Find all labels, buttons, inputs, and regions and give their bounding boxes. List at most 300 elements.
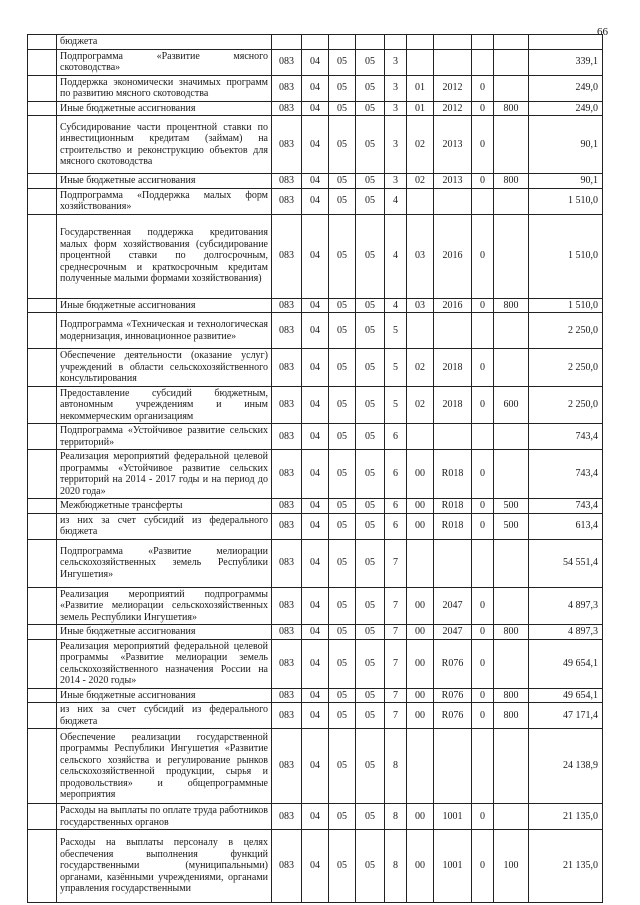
code-cell-g: 083 [272, 804, 302, 830]
row-amount: 743,4 [529, 424, 603, 450]
code-cell-t2: 3 [385, 101, 407, 116]
code-cell-t5: 0 [472, 513, 494, 539]
code-cell-t3: 02 [407, 386, 434, 424]
blank-cell [28, 298, 57, 313]
code-cell-p: 05 [329, 450, 356, 499]
code-cell-t5: 0 [472, 386, 494, 424]
code-cell-r: 04 [302, 830, 329, 903]
code-cell-p: 05 [329, 101, 356, 116]
row-description: Предоставление субсидий бюджетным, автономным учреждениям и иным некоммерческим организациям [57, 386, 272, 424]
code-cell-g: 083 [272, 174, 302, 189]
code-cell-t3: 00 [407, 703, 434, 729]
code-cell-t1: 05 [356, 49, 385, 75]
blank-cell [28, 729, 57, 804]
code-cell-t1: 05 [356, 499, 385, 514]
row-description: Подпрограмма «Устойчивое развитие сельских территорий» [57, 424, 272, 450]
code-cell-vr [494, 424, 529, 450]
row-amount: 49 654,1 [529, 639, 603, 688]
code-cell-p: 05 [329, 188, 356, 214]
code-cell-t5: 0 [472, 639, 494, 688]
code-cell-t5 [472, 49, 494, 75]
code-cell-t2: 4 [385, 298, 407, 313]
code-cell-g: 083 [272, 513, 302, 539]
code-cell-vr: 800 [494, 688, 529, 703]
code-cell-t1: 05 [356, 587, 385, 625]
code-cell-t5: 0 [472, 349, 494, 387]
code-cell-t1: 05 [356, 116, 385, 174]
code-cell-t3: 00 [407, 499, 434, 514]
blank-cell [28, 313, 57, 349]
code-cell-g: 083 [272, 349, 302, 387]
row-amount: 743,4 [529, 499, 603, 514]
code-cell-r: 04 [302, 188, 329, 214]
code-cell-p: 05 [329, 830, 356, 903]
code-cell-t3: 02 [407, 349, 434, 387]
row-description: Подпрограмма «Развитие мясного скотоводства» [57, 49, 272, 75]
code-cell-t5: 0 [472, 214, 494, 298]
code-cell-r: 04 [302, 587, 329, 625]
code-cell-t2: 5 [385, 386, 407, 424]
code-cell-g: 083 [272, 688, 302, 703]
blank-cell [28, 101, 57, 116]
code-cell-t3: 00 [407, 450, 434, 499]
row-amount: 24 138,9 [529, 729, 603, 804]
code-cell-t2: 7 [385, 587, 407, 625]
code-cell-r: 04 [302, 313, 329, 349]
code-cell-t2: 6 [385, 450, 407, 499]
code-cell-vr [494, 188, 529, 214]
table-row [28, 729, 603, 804]
row-description: Обеспечение деятельности (оказание услуг) учреждений в области сельскохозяйственного консультирования [57, 349, 272, 387]
code-cell-p: 05 [329, 214, 356, 298]
row-amount: 4 897,3 [529, 587, 603, 625]
code-cell-g [272, 35, 302, 50]
code-cell-t3: 00 [407, 830, 434, 903]
blank-cell [28, 214, 57, 298]
code-cell-t5 [472, 313, 494, 349]
code-cell-t1: 05 [356, 729, 385, 804]
table-row [28, 539, 603, 587]
code-cell-g: 083 [272, 101, 302, 116]
code-cell-g: 083 [272, 75, 302, 101]
code-cell-t4: 1001 [434, 830, 472, 903]
blank-cell [28, 174, 57, 189]
code-cell-r: 04 [302, 688, 329, 703]
code-cell-t3: 01 [407, 75, 434, 101]
code-cell-t2: 7 [385, 539, 407, 587]
table-row [28, 703, 603, 729]
row-amount: 249,0 [529, 101, 603, 116]
table-row [28, 49, 603, 75]
code-cell-r: 04 [302, 539, 329, 587]
code-cell-t4: R018 [434, 513, 472, 539]
row-amount: 49 654,1 [529, 688, 603, 703]
row-description: Субсидирование части процентной ставки по инвестиционным кредитам (займам) на строительство и реконструкцию объектов для мясного скотоводства [57, 116, 272, 174]
table-row [28, 386, 603, 424]
row-amount: 4 897,3 [529, 625, 603, 640]
code-cell-t1: 05 [356, 174, 385, 189]
code-cell-t3 [407, 424, 434, 450]
code-cell-g: 083 [272, 830, 302, 903]
code-cell-t3: 00 [407, 804, 434, 830]
code-cell-vr: 800 [494, 625, 529, 640]
code-cell-t2: 7 [385, 688, 407, 703]
code-cell-p [329, 35, 356, 50]
code-cell-t4: 2012 [434, 101, 472, 116]
code-cell-t4 [434, 424, 472, 450]
row-amount: 1 510,0 [529, 188, 603, 214]
code-cell-t1: 05 [356, 830, 385, 903]
code-cell-t5: 0 [472, 587, 494, 625]
row-description: Иные бюджетные ассигнования [57, 174, 272, 189]
table-row [28, 313, 603, 349]
code-cell-t4 [434, 539, 472, 587]
code-cell-t3: 02 [407, 116, 434, 174]
code-cell-vr [494, 35, 529, 50]
code-cell-vr [494, 313, 529, 349]
code-cell-t1: 05 [356, 75, 385, 101]
code-cell-t1: 05 [356, 214, 385, 298]
code-cell-t4: 2013 [434, 116, 472, 174]
blank-cell [28, 804, 57, 830]
row-amount: 21 135,0 [529, 830, 603, 903]
blank-cell [28, 450, 57, 499]
code-cell-t1: 05 [356, 639, 385, 688]
code-cell-t5: 0 [472, 804, 494, 830]
code-cell-r: 04 [302, 703, 329, 729]
budget-table [27, 34, 603, 903]
code-cell-r: 04 [302, 639, 329, 688]
code-cell-t3 [407, 35, 434, 50]
blank-cell [28, 424, 57, 450]
code-cell-t3 [407, 49, 434, 75]
code-cell-t5 [472, 35, 494, 50]
code-cell-t3: 00 [407, 639, 434, 688]
table-row [28, 424, 603, 450]
row-amount: 613,4 [529, 513, 603, 539]
code-cell-t4: 2016 [434, 214, 472, 298]
code-cell-t5 [472, 729, 494, 804]
code-cell-t2: 6 [385, 499, 407, 514]
code-cell-vr: 800 [494, 703, 529, 729]
code-cell-p: 05 [329, 49, 356, 75]
code-cell-vr [494, 49, 529, 75]
row-description: Поддержка экономически значимых программ по развитию мясного скотоводства [57, 75, 272, 101]
code-cell-t3 [407, 188, 434, 214]
blank-cell [28, 35, 57, 50]
row-amount: 90,1 [529, 174, 603, 189]
code-cell-t4 [434, 313, 472, 349]
code-cell-t3: 03 [407, 298, 434, 313]
code-cell-t3: 00 [407, 513, 434, 539]
code-cell-r: 04 [302, 101, 329, 116]
code-cell-r: 04 [302, 513, 329, 539]
code-cell-t3: 00 [407, 587, 434, 625]
table-row [28, 116, 603, 174]
code-cell-vr: 500 [494, 513, 529, 539]
code-cell-t1: 05 [356, 513, 385, 539]
code-cell-p: 05 [329, 386, 356, 424]
code-cell-t5 [472, 539, 494, 587]
table-row [28, 499, 603, 514]
code-cell-r [302, 35, 329, 50]
code-cell-g: 083 [272, 313, 302, 349]
code-cell-vr: 500 [494, 499, 529, 514]
code-cell-t5 [472, 424, 494, 450]
code-cell-g: 083 [272, 703, 302, 729]
code-cell-t5: 0 [472, 75, 494, 101]
code-cell-g: 083 [272, 450, 302, 499]
code-cell-vr [494, 639, 529, 688]
row-description: Иные бюджетные ассигнования [57, 625, 272, 640]
table-row [28, 174, 603, 189]
code-cell-vr [494, 804, 529, 830]
code-cell-t5: 0 [472, 688, 494, 703]
row-description: Расходы на выплаты по оплате труда работников государственных органов [57, 804, 272, 830]
code-cell-g: 083 [272, 729, 302, 804]
table-row [28, 349, 603, 387]
code-cell-t4: R018 [434, 450, 472, 499]
row-description: Иные бюджетные ассигнования [57, 298, 272, 313]
code-cell-p: 05 [329, 313, 356, 349]
code-cell-t5: 0 [472, 116, 494, 174]
code-cell-g: 083 [272, 587, 302, 625]
code-cell-vr: 800 [494, 101, 529, 116]
code-cell-t4: 2013 [434, 174, 472, 189]
code-cell-t3 [407, 313, 434, 349]
table-row [28, 688, 603, 703]
table-row [28, 830, 603, 903]
code-cell-r: 04 [302, 386, 329, 424]
code-cell-t2: 4 [385, 214, 407, 298]
code-cell-vr: 600 [494, 386, 529, 424]
blank-cell [28, 49, 57, 75]
blank-cell [28, 386, 57, 424]
code-cell-t3: 03 [407, 214, 434, 298]
row-description: Реализация мероприятий подпрограммы «Развитие мелиорации сельскохозяйственных земель Республики Ингушетия» [57, 587, 272, 625]
blank-cell [28, 188, 57, 214]
row-amount: 2 250,0 [529, 313, 603, 349]
table-row [28, 75, 603, 101]
code-cell-t4: 2012 [434, 75, 472, 101]
row-amount [529, 35, 603, 50]
code-cell-t1: 05 [356, 188, 385, 214]
code-cell-g: 083 [272, 499, 302, 514]
row-description: Расходы на выплаты персоналу в целях обеспечения выполнения функций государственными (муниципальными) органами, казёнными учреждениями, органами управления государственными [57, 830, 272, 903]
row-description: Межбюджетные трансферты [57, 499, 272, 514]
table-row [28, 35, 603, 50]
code-cell-t2: 3 [385, 116, 407, 174]
code-cell-t1: 05 [356, 703, 385, 729]
blank-cell [28, 513, 57, 539]
code-cell-g: 083 [272, 625, 302, 640]
table-row [28, 639, 603, 688]
code-cell-t3: 00 [407, 625, 434, 640]
code-cell-t2: 3 [385, 174, 407, 189]
code-cell-t2: 4 [385, 188, 407, 214]
row-description: Государственная поддержка кредитования малых форм хозяйствования (субсидирование процентной ставки по долгосрочным, среднесрочным и краткосрочным кредитам полученные малыми формами хозяйствования) [57, 214, 272, 298]
code-cell-r: 04 [302, 804, 329, 830]
code-cell-t5: 0 [472, 298, 494, 313]
page-number: 66 [597, 26, 608, 38]
blank-cell [28, 639, 57, 688]
code-cell-t4: 2047 [434, 625, 472, 640]
row-amount: 1 510,0 [529, 298, 603, 313]
code-cell-t3: 02 [407, 174, 434, 189]
code-cell-p: 05 [329, 639, 356, 688]
row-amount: 47 171,4 [529, 703, 603, 729]
row-amount: 90,1 [529, 116, 603, 174]
row-description: Подпрограмма «Развитие мелиорации сельскохозяйственных земель Республики Ингушетия» [57, 539, 272, 587]
code-cell-t5 [472, 188, 494, 214]
code-cell-t4: R076 [434, 688, 472, 703]
code-cell-t4: R018 [434, 499, 472, 514]
code-cell-t2: 7 [385, 625, 407, 640]
code-cell-p: 05 [329, 349, 356, 387]
row-description: Реализация мероприятий федеральной целевой программы «Развитие мелиорации земель сельскохозяйственного назначения России на 2014 - 2020 годы» [57, 639, 272, 688]
code-cell-vr: 800 [494, 174, 529, 189]
code-cell-t5: 0 [472, 174, 494, 189]
blank-cell [28, 116, 57, 174]
code-cell-t5: 0 [472, 830, 494, 903]
code-cell-t2: 5 [385, 349, 407, 387]
code-cell-t4: R076 [434, 703, 472, 729]
code-cell-p: 05 [329, 116, 356, 174]
row-amount: 2 250,0 [529, 349, 603, 387]
code-cell-t4 [434, 35, 472, 50]
code-cell-t4: 2016 [434, 298, 472, 313]
code-cell-t3 [407, 729, 434, 804]
row-description: Иные бюджетные ассигнования [57, 688, 272, 703]
code-cell-vr: 100 [494, 830, 529, 903]
code-cell-p: 05 [329, 499, 356, 514]
code-cell-t4: 2047 [434, 587, 472, 625]
code-cell-g: 083 [272, 386, 302, 424]
code-cell-t1: 05 [356, 424, 385, 450]
code-cell-vr [494, 539, 529, 587]
code-cell-p: 05 [329, 587, 356, 625]
code-cell-g: 083 [272, 49, 302, 75]
code-cell-t1: 05 [356, 625, 385, 640]
code-cell-t1: 05 [356, 101, 385, 116]
code-cell-t5: 0 [472, 101, 494, 116]
table-row [28, 188, 603, 214]
code-cell-p: 05 [329, 625, 356, 640]
code-cell-t5: 0 [472, 450, 494, 499]
table-row [28, 587, 603, 625]
row-description: Реализация мероприятий федеральной целевой программы «Устойчивое развитие сельских территорий на 2014 - 2017 годы и на период до 2020 года» [57, 450, 272, 499]
code-cell-p: 05 [329, 804, 356, 830]
code-cell-p: 05 [329, 298, 356, 313]
code-cell-t3: 00 [407, 688, 434, 703]
code-cell-t1: 05 [356, 804, 385, 830]
row-description: Иные бюджетные ассигнования [57, 101, 272, 116]
code-cell-t2: 7 [385, 703, 407, 729]
code-cell-g: 083 [272, 188, 302, 214]
code-cell-t1: 05 [356, 450, 385, 499]
code-cell-r: 04 [302, 116, 329, 174]
code-cell-p: 05 [329, 688, 356, 703]
code-cell-r: 04 [302, 625, 329, 640]
row-description: из них за счет субсидий из федерального бюджета [57, 513, 272, 539]
table-row [28, 804, 603, 830]
blank-cell [28, 830, 57, 903]
code-cell-g: 083 [272, 539, 302, 587]
table-row [28, 101, 603, 116]
code-cell-vr [494, 587, 529, 625]
row-description: из них за счет субсидий из федерального бюджета [57, 703, 272, 729]
blank-cell [28, 703, 57, 729]
code-cell-g: 083 [272, 424, 302, 450]
code-cell-p: 05 [329, 513, 356, 539]
row-amount: 2 250,0 [529, 386, 603, 424]
code-cell-p: 05 [329, 539, 356, 587]
code-cell-t4 [434, 188, 472, 214]
code-cell-p: 05 [329, 729, 356, 804]
code-cell-t2: 8 [385, 729, 407, 804]
code-cell-t3 [407, 539, 434, 587]
blank-cell [28, 349, 57, 387]
code-cell-t2: 8 [385, 830, 407, 903]
code-cell-t2: 6 [385, 424, 407, 450]
table-row [28, 625, 603, 640]
code-cell-vr [494, 116, 529, 174]
code-cell-t1: 05 [356, 688, 385, 703]
code-cell-t2: 3 [385, 75, 407, 101]
code-cell-g: 083 [272, 116, 302, 174]
code-cell-r: 04 [302, 49, 329, 75]
blank-cell [28, 75, 57, 101]
code-cell-t1: 05 [356, 386, 385, 424]
code-cell-g: 083 [272, 214, 302, 298]
row-amount: 1 510,0 [529, 214, 603, 298]
row-amount: 54 551,4 [529, 539, 603, 587]
code-cell-t2: 5 [385, 313, 407, 349]
blank-cell [28, 587, 57, 625]
code-cell-r: 04 [302, 729, 329, 804]
code-cell-vr [494, 349, 529, 387]
code-cell-t5: 0 [472, 625, 494, 640]
code-cell-t4: 1001 [434, 804, 472, 830]
code-cell-t4: 2018 [434, 349, 472, 387]
code-cell-vr: 800 [494, 298, 529, 313]
code-cell-p: 05 [329, 75, 356, 101]
code-cell-r: 04 [302, 174, 329, 189]
code-cell-t2: 3 [385, 49, 407, 75]
code-cell-t2: 6 [385, 513, 407, 539]
row-description: Обеспечение реализации государственной программы Республики Ингушетия «Развитие сельского хозяйства и регулирование рынков сельскохозяйственной продукции, сырья и продовольствия» и общепрограммные мероприятия [57, 729, 272, 804]
code-cell-t1: 05 [356, 349, 385, 387]
table-row [28, 298, 603, 313]
row-description: Подпрограмма «Техническая и технологическая модернизация, инновационное развитие» [57, 313, 272, 349]
code-cell-t4: R076 [434, 639, 472, 688]
row-amount: 743,4 [529, 450, 603, 499]
code-cell-t2: 8 [385, 804, 407, 830]
code-cell-vr [494, 75, 529, 101]
blank-cell [28, 625, 57, 640]
blank-cell [28, 688, 57, 703]
code-cell-t4 [434, 49, 472, 75]
blank-cell [28, 499, 57, 514]
code-cell-g: 083 [272, 298, 302, 313]
code-cell-t1: 05 [356, 313, 385, 349]
table-row [28, 450, 603, 499]
code-cell-r: 04 [302, 499, 329, 514]
code-cell-t4 [434, 729, 472, 804]
code-cell-p: 05 [329, 174, 356, 189]
code-cell-r: 04 [302, 450, 329, 499]
code-cell-vr [494, 450, 529, 499]
